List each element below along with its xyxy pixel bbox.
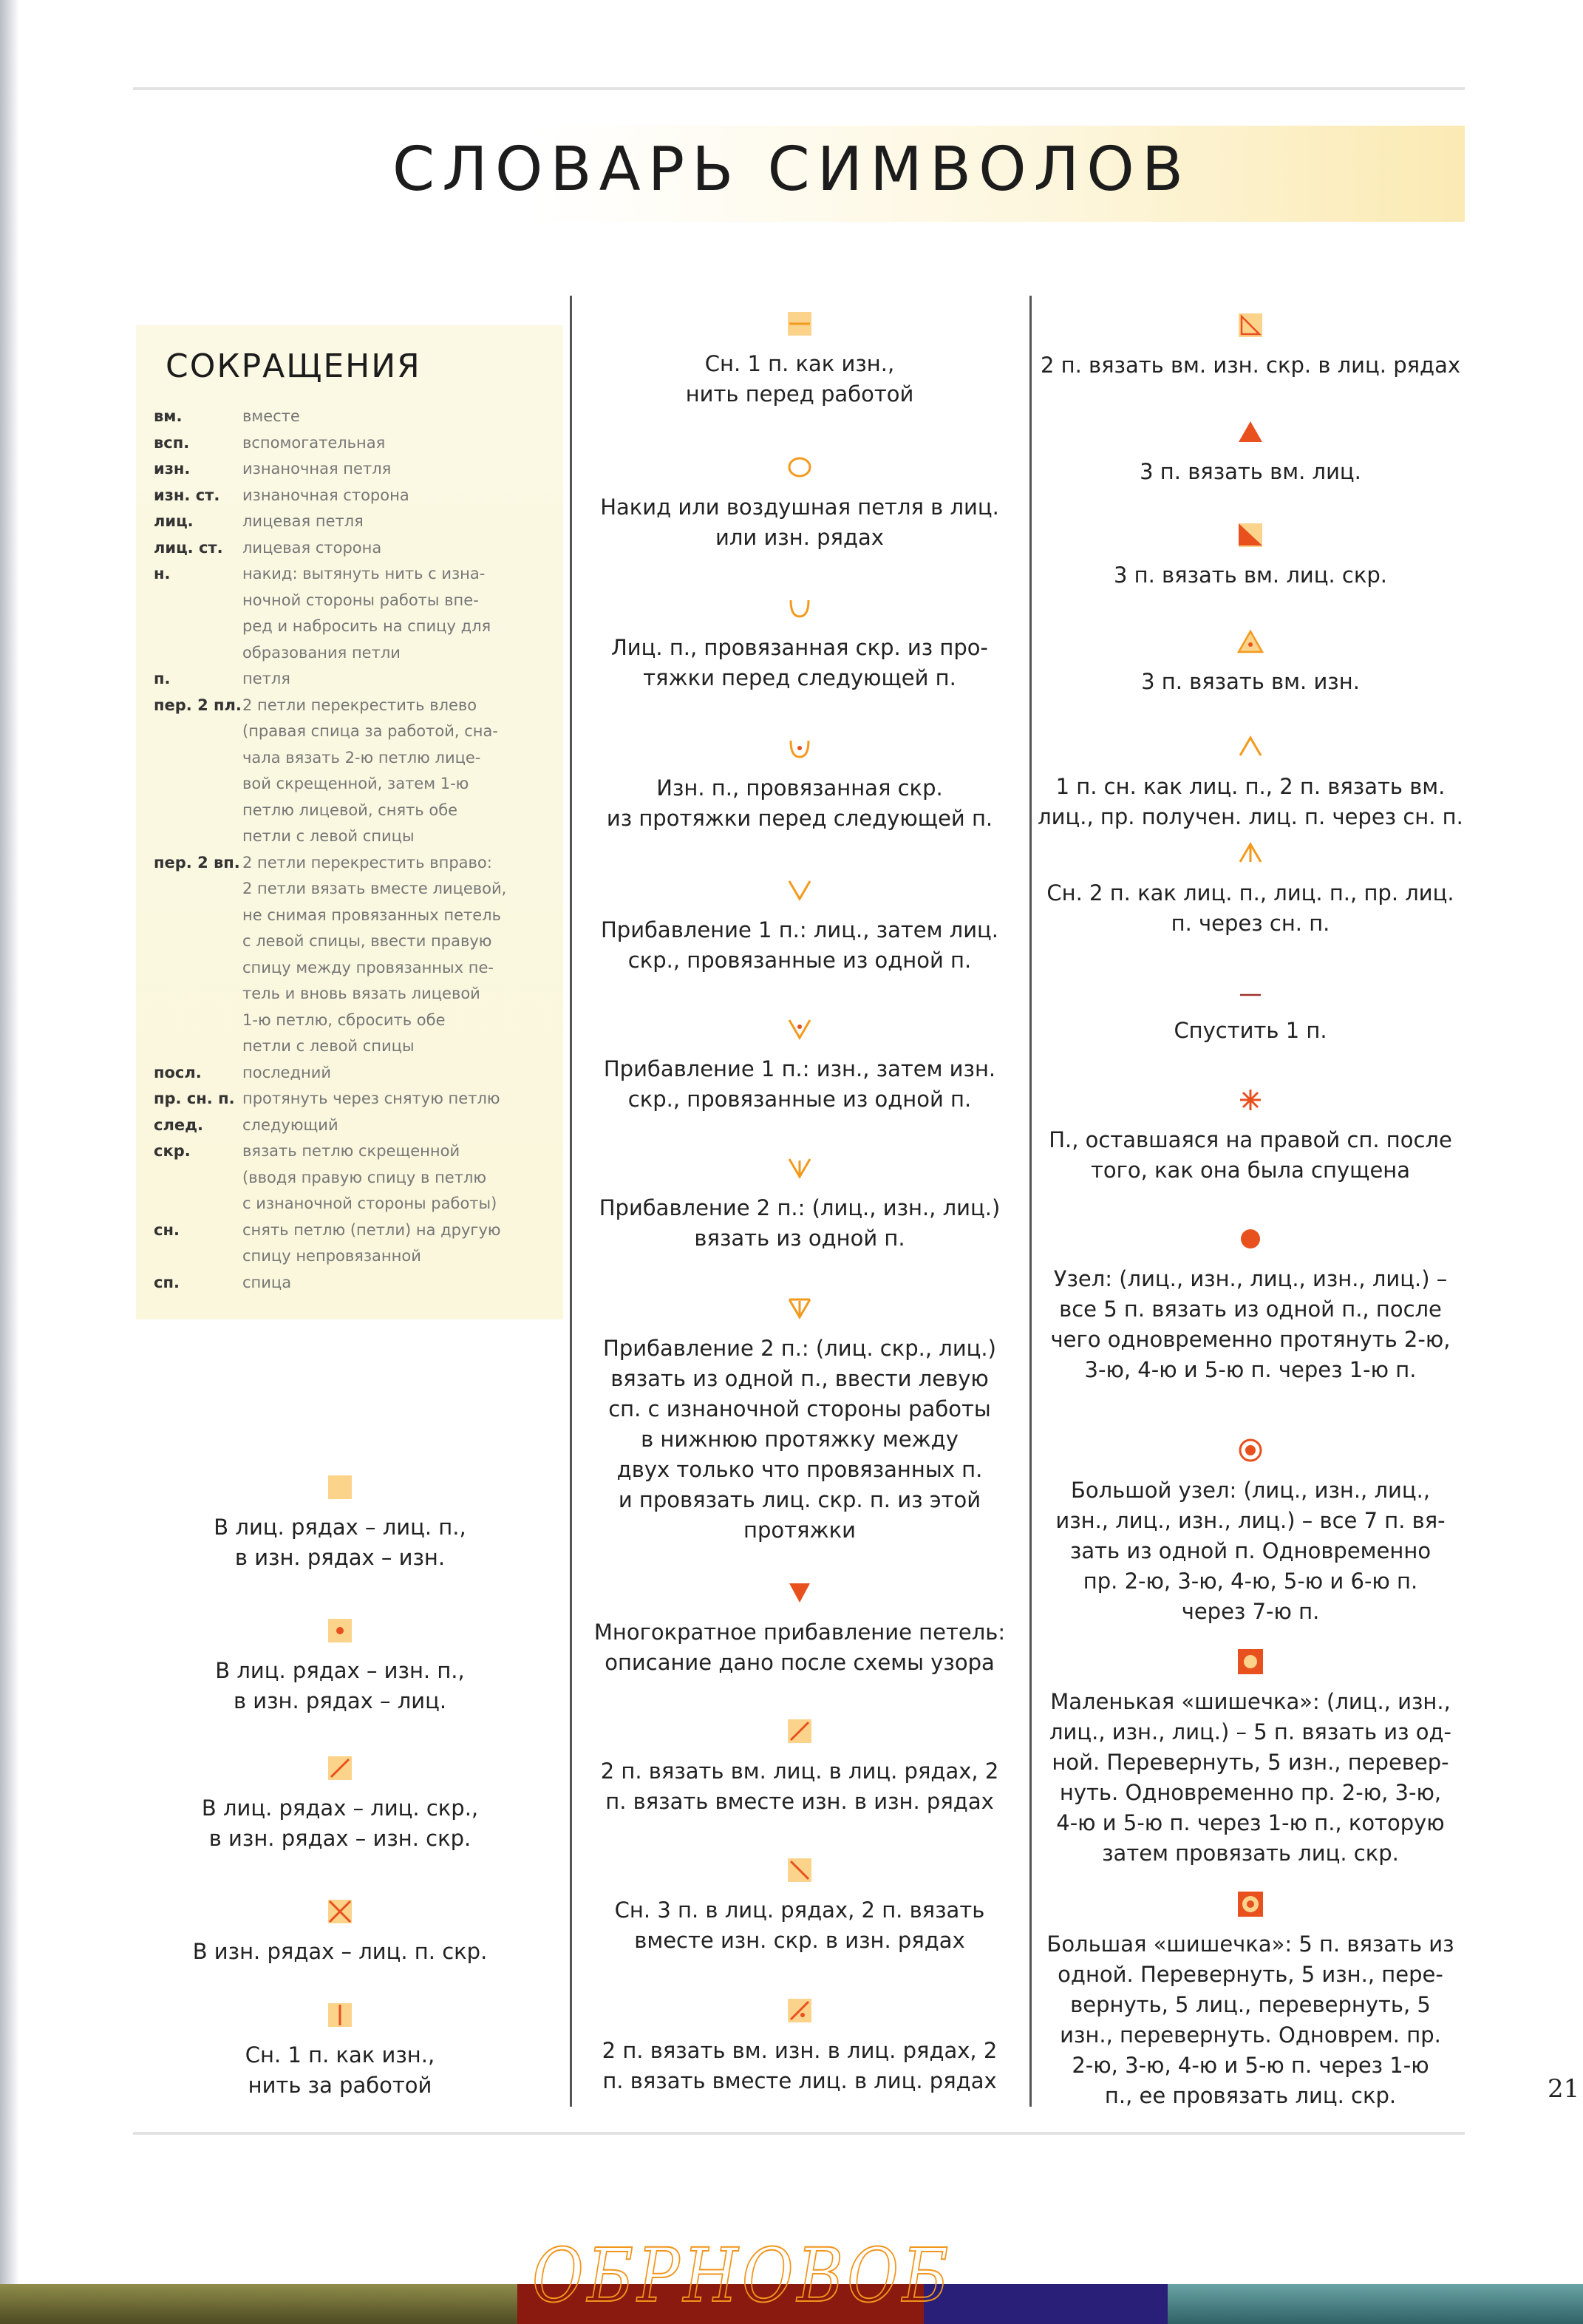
abbreviation-term: п. xyxy=(154,670,171,687)
symbol-description: 3 п. вязать вм. изн. xyxy=(1141,669,1360,694)
abbreviation-definition: следующий xyxy=(242,1115,338,1134)
symbol-description: Сн. 1 п. как изн., нить за работой xyxy=(245,2042,435,2098)
abbreviation-definition: вспомогательная xyxy=(242,433,386,452)
symbol-entry xyxy=(1029,627,1472,697)
abbreviation-definition: вместе xyxy=(242,407,300,425)
slash-dot-box-icon xyxy=(785,1996,814,2025)
symbol-entry xyxy=(1029,1435,1472,1627)
symbol-description: Накид или воздушная петля в лиц. или изн. рядах xyxy=(600,495,999,550)
symbol-description: В лиц. рядах – изн. п., в изн. рядах – лиц. xyxy=(215,1658,465,1713)
abbreviation-definition: последний xyxy=(242,1063,332,1081)
symbol-entry xyxy=(578,1996,1021,2096)
abbreviation-definition: 2 петли перекрестить влево (правая спица за работой, сна- чала вязать 2-ю петлю лице- вой скрещенной, затем 1-ю петлю лицевой, снять обе петли с левой спицы xyxy=(242,696,498,845)
watermark-logo: ОБРНОВОБ xyxy=(532,2232,953,2319)
abbreviation-row xyxy=(154,1112,553,1139)
symbol-entry xyxy=(1029,1085,1472,1186)
page-title: СЛОВАРЬ СИМВОЛОВ xyxy=(392,135,1191,205)
symbol-description: Большая «шишечка»: 5 п. вязать из одной. Перевернуть, 5 изн., пере- вернуть, 5 лиц., перевернуть, 5 изн., перевернуть. Одноврем. пр. 2-ю, 3-ю, 4-ю и 5-ю п. через 1-ю п., ее провязать лиц. скр. xyxy=(1046,1931,1454,2108)
v-dot-icon xyxy=(785,1014,814,1044)
slash-box-icon xyxy=(785,1716,814,1746)
triangle-dot-icon xyxy=(1236,627,1265,656)
symbol-entry xyxy=(578,875,1021,976)
triangle-fill-icon xyxy=(1236,417,1265,446)
triangle-right-icon xyxy=(1236,520,1265,550)
symbol-description: Прибавление 2 п.: (лиц., изн., лиц.) вязать из одной п. xyxy=(599,1195,1001,1251)
symbol-description: Сн. 3 п. в лиц. рядах, 2 п. вязать вместе изн. скр. в изн. рядах xyxy=(614,1897,985,1953)
abbreviation-term: скр. xyxy=(154,1142,191,1160)
abbreviation-row xyxy=(154,693,553,850)
vv-icon xyxy=(785,1153,814,1183)
symbol-description: В лиц. рядах – лиц. скр., в изн. рядах – изн. скр. xyxy=(201,1795,479,1851)
abbreviation-row xyxy=(154,666,553,693)
symbol-entry xyxy=(1029,1889,1472,2111)
circle-icon xyxy=(785,452,814,482)
symbol-entry xyxy=(578,1855,1021,1956)
page-number: 21 xyxy=(1548,2074,1580,2104)
abbreviation-term: след. xyxy=(154,1115,204,1134)
abbreviation-row xyxy=(154,535,553,562)
abbreviation-row xyxy=(154,509,553,535)
symbol-description: Сн. 2 п. как лиц. п., лиц. п., пр. лиц. п. через сн. п. xyxy=(1046,880,1454,936)
footer-segment xyxy=(924,2284,1168,2324)
square-circle-icon xyxy=(1236,1647,1265,1676)
symbol-entry xyxy=(118,2000,562,2101)
abbreviations-list xyxy=(154,404,553,1296)
square-bar-icon xyxy=(325,2000,355,2030)
abbreviation-term: изн. ст. xyxy=(154,486,220,504)
square-cross-icon xyxy=(325,1897,355,1926)
abbreviation-definition: изнаночная сторона xyxy=(242,486,409,504)
square-icon xyxy=(325,1472,355,1502)
abbreviation-definition: лицевая сторона xyxy=(242,538,382,557)
symbol-description: Большой узел: (лиц., изн., лиц., изн., лиц., изн., лиц.) – все 7 п. вя- зать из одной п. Одновременно пр. 2-ю, 3-ю, 4-ю, 5-ю и 6-ю п. через 7-ю п. xyxy=(1055,1478,1446,1624)
book-binding-shadow xyxy=(0,0,19,2324)
symbol-description: Спустить 1 п. xyxy=(1174,1018,1327,1043)
symbol-entry xyxy=(578,1153,1021,1254)
footer-segment xyxy=(1168,2284,1583,2324)
symbol-description: Сн. 1 п. как изн., нить перед работой xyxy=(685,351,914,407)
symbol-entry xyxy=(1029,310,1472,381)
square-slash-icon xyxy=(325,1753,355,1783)
backslash-box-icon xyxy=(785,1855,814,1885)
abbreviations-panel xyxy=(136,325,563,1319)
symbol-description: Маленькая «шишечка»: (лиц., изн., лиц., изн., лиц.) – 5 п. вязать из од- ной. Перевернуть, 5 изн., перевер- нуть. Одновременно пр. 2-ю, 3-ю, 4-ю и 5-ю п. через 1-ю п., которую затем провязать лиц. скр. xyxy=(1049,1689,1451,1866)
symbol-entry xyxy=(578,309,1021,410)
bottom-rule xyxy=(133,2132,1465,2135)
abbreviation-row xyxy=(154,1086,553,1112)
abbreviation-definition: спица xyxy=(242,1273,292,1291)
symbol-entry xyxy=(118,1472,562,1573)
column-divider xyxy=(570,296,572,2107)
symbol-description: Изн. п., провязанная скр. из протяжки перед следующей п. xyxy=(606,775,993,831)
abbreviation-term: пер. 2 пл. xyxy=(154,696,242,714)
symbol-description: 3 п. вязать вм. лиц. скр. xyxy=(1113,563,1388,588)
symbol-description: Прибавление 1 п.: лиц., затем лиц. скр., провязанные из одной п. xyxy=(600,917,999,973)
abbreviation-term: пр. сн. п. xyxy=(154,1090,235,1107)
square-dot-icon xyxy=(325,1616,355,1645)
caret-bar-icon xyxy=(1236,838,1265,868)
dash-icon xyxy=(785,309,814,339)
symbol-description: В лиц. рядах – лиц. п., в изн. рядах – изн. xyxy=(214,1515,466,1570)
triangle-down-icon xyxy=(785,1577,814,1607)
symbol-entry xyxy=(118,1753,562,1854)
abbreviation-definition: протянуть через снятую петлю xyxy=(242,1090,500,1107)
symbol-entry xyxy=(578,1294,1021,1546)
abbreviation-term: сп. xyxy=(154,1273,180,1291)
abbreviation-definition: 2 петли перекрестить вправо: 2 петли вязать вместе лицевой, не снимая провязанных петель с левой спицы, ввести правую спицу между провязанных пе- тель и вновь вязать лицевой 1-ю петлю, сбросить обе петли с левой спицы xyxy=(242,853,507,1055)
backslash-outline-icon xyxy=(1236,310,1265,340)
abbreviation-row xyxy=(154,1138,553,1217)
abbreviation-definition: изнаночная петля xyxy=(242,460,392,478)
caret-icon xyxy=(1236,732,1265,761)
abbreviation-row xyxy=(154,456,553,483)
abbreviation-row xyxy=(154,404,553,430)
symbol-description: 1 п. сн. как лиц. п., 2 п. вязать вм. лиц., пр. получен. лиц. п. через сн. п. xyxy=(1038,774,1463,829)
symbol-description: Прибавление 1 п.: изн., затем изн. скр., провязанные из одной п. xyxy=(603,1056,996,1112)
abbreviation-term: лиц. ст. xyxy=(154,538,223,557)
v-icon xyxy=(785,875,814,905)
symbol-description: 2 п. вязать вм. лиц. в лиц. рядах, 2 п. вязать вместе изн. в изн. рядах xyxy=(600,1759,999,1814)
abbreviation-definition: петля xyxy=(242,670,290,687)
ring-dot-icon xyxy=(1236,1435,1265,1465)
abbreviation-row xyxy=(154,561,553,666)
symbol-entry xyxy=(578,1577,1021,1678)
symbol-description: В изн. рядах – лиц. п. скр. xyxy=(192,1939,488,1964)
abbreviation-term: вм. xyxy=(154,407,183,425)
symbol-entry xyxy=(1029,976,1472,1046)
symbol-entry xyxy=(578,1716,1021,1817)
symbol-entry xyxy=(578,452,1021,553)
symbol-entry xyxy=(578,733,1021,834)
abbreviation-row xyxy=(154,1217,553,1270)
abbreviation-row xyxy=(154,1060,553,1087)
symbol-description: 2 п. вязать вм. изн. скр. в лиц. рядах xyxy=(1040,353,1461,378)
square-ring-dot-icon xyxy=(1236,1889,1265,1919)
symbol-entry xyxy=(118,1897,562,1967)
abbreviations-heading: СОКРАЩЕНИЯ xyxy=(166,347,421,385)
abbreviation-row xyxy=(154,1270,553,1297)
cup-dot-icon xyxy=(785,733,814,763)
symbol-entry xyxy=(1029,1647,1472,1869)
symbol-description: Лиц. п., провязанная скр. из про- тяжки перед следующей п. xyxy=(610,635,988,690)
symbol-description: Многократное прибавление петель: описание дано после схемы узора xyxy=(593,1620,1006,1675)
abbreviation-row xyxy=(154,430,553,457)
symbol-entry xyxy=(578,593,1021,693)
symbol-entry xyxy=(578,1014,1021,1115)
abbreviation-row xyxy=(154,483,553,509)
abbreviation-term: посл. xyxy=(154,1063,202,1081)
symbol-description: 3 п. вязать вм. лиц. xyxy=(1140,459,1361,484)
abbreviation-definition: снять петлю (петли) на другую спицу непровязанной xyxy=(242,1220,501,1265)
abbreviation-term: пер. 2 вп. xyxy=(154,853,240,872)
symbol-description: 2 п. вязать вм. изн. в лиц. рядах, 2 п. вязать вместе лиц. в лиц. рядах xyxy=(602,2038,998,2093)
abbreviation-term: лиц. xyxy=(154,512,194,530)
line-icon xyxy=(1236,976,1265,1005)
symbol-description: Прибавление 2 п.: (лиц. скр., лиц.) вязать из одной п., ввести левую сп. с изнаночной стороны работы в нижнюю протяжку между двух только что провязанных п. и провязать лиц. скр. п. из этой протяжки xyxy=(603,1336,996,1543)
dot-icon xyxy=(1236,1224,1265,1254)
abbreviation-term: сн. xyxy=(154,1220,180,1239)
symbol-entry xyxy=(118,1616,562,1716)
symbol-entry xyxy=(1029,838,1472,939)
abbreviation-term: н. xyxy=(154,565,171,582)
symbol-description: П., оставшаяся на правой сп. после того, как она была спущена xyxy=(1049,1127,1452,1183)
top-rule xyxy=(133,87,1465,90)
symbol-entry xyxy=(1029,1224,1472,1385)
vv-bar-icon xyxy=(785,1294,814,1323)
star-icon xyxy=(1236,1085,1265,1115)
footer-segment xyxy=(0,2284,517,2324)
abbreviation-term: всп. xyxy=(154,433,190,452)
abbreviation-term: изн. xyxy=(154,460,191,478)
abbreviation-definition: лицевая петля xyxy=(242,512,364,530)
symbol-entry xyxy=(1029,520,1472,591)
abbreviation-row xyxy=(154,850,553,1060)
cup-icon xyxy=(785,593,814,622)
symbol-description: Узел: (лиц., изн., лиц., изн., лиц.) – все 5 п. вязать из одной п., после чего одновременно протянуть 2-ю, 3-ю, 4-ю и 5-ю п. через 1-ю п. xyxy=(1050,1266,1451,1382)
abbreviation-definition: вязать петлю скрещенной (вводя правую спицу в петлю с изнаночной стороны работы) xyxy=(242,1142,497,1212)
abbreviation-definition: накид: вытянуть нить с изна- ночной стороны работы впе- ред и набросить на спицу для образования петли xyxy=(242,565,491,662)
symbol-entry xyxy=(1029,417,1472,487)
symbol-entry xyxy=(1029,732,1472,832)
